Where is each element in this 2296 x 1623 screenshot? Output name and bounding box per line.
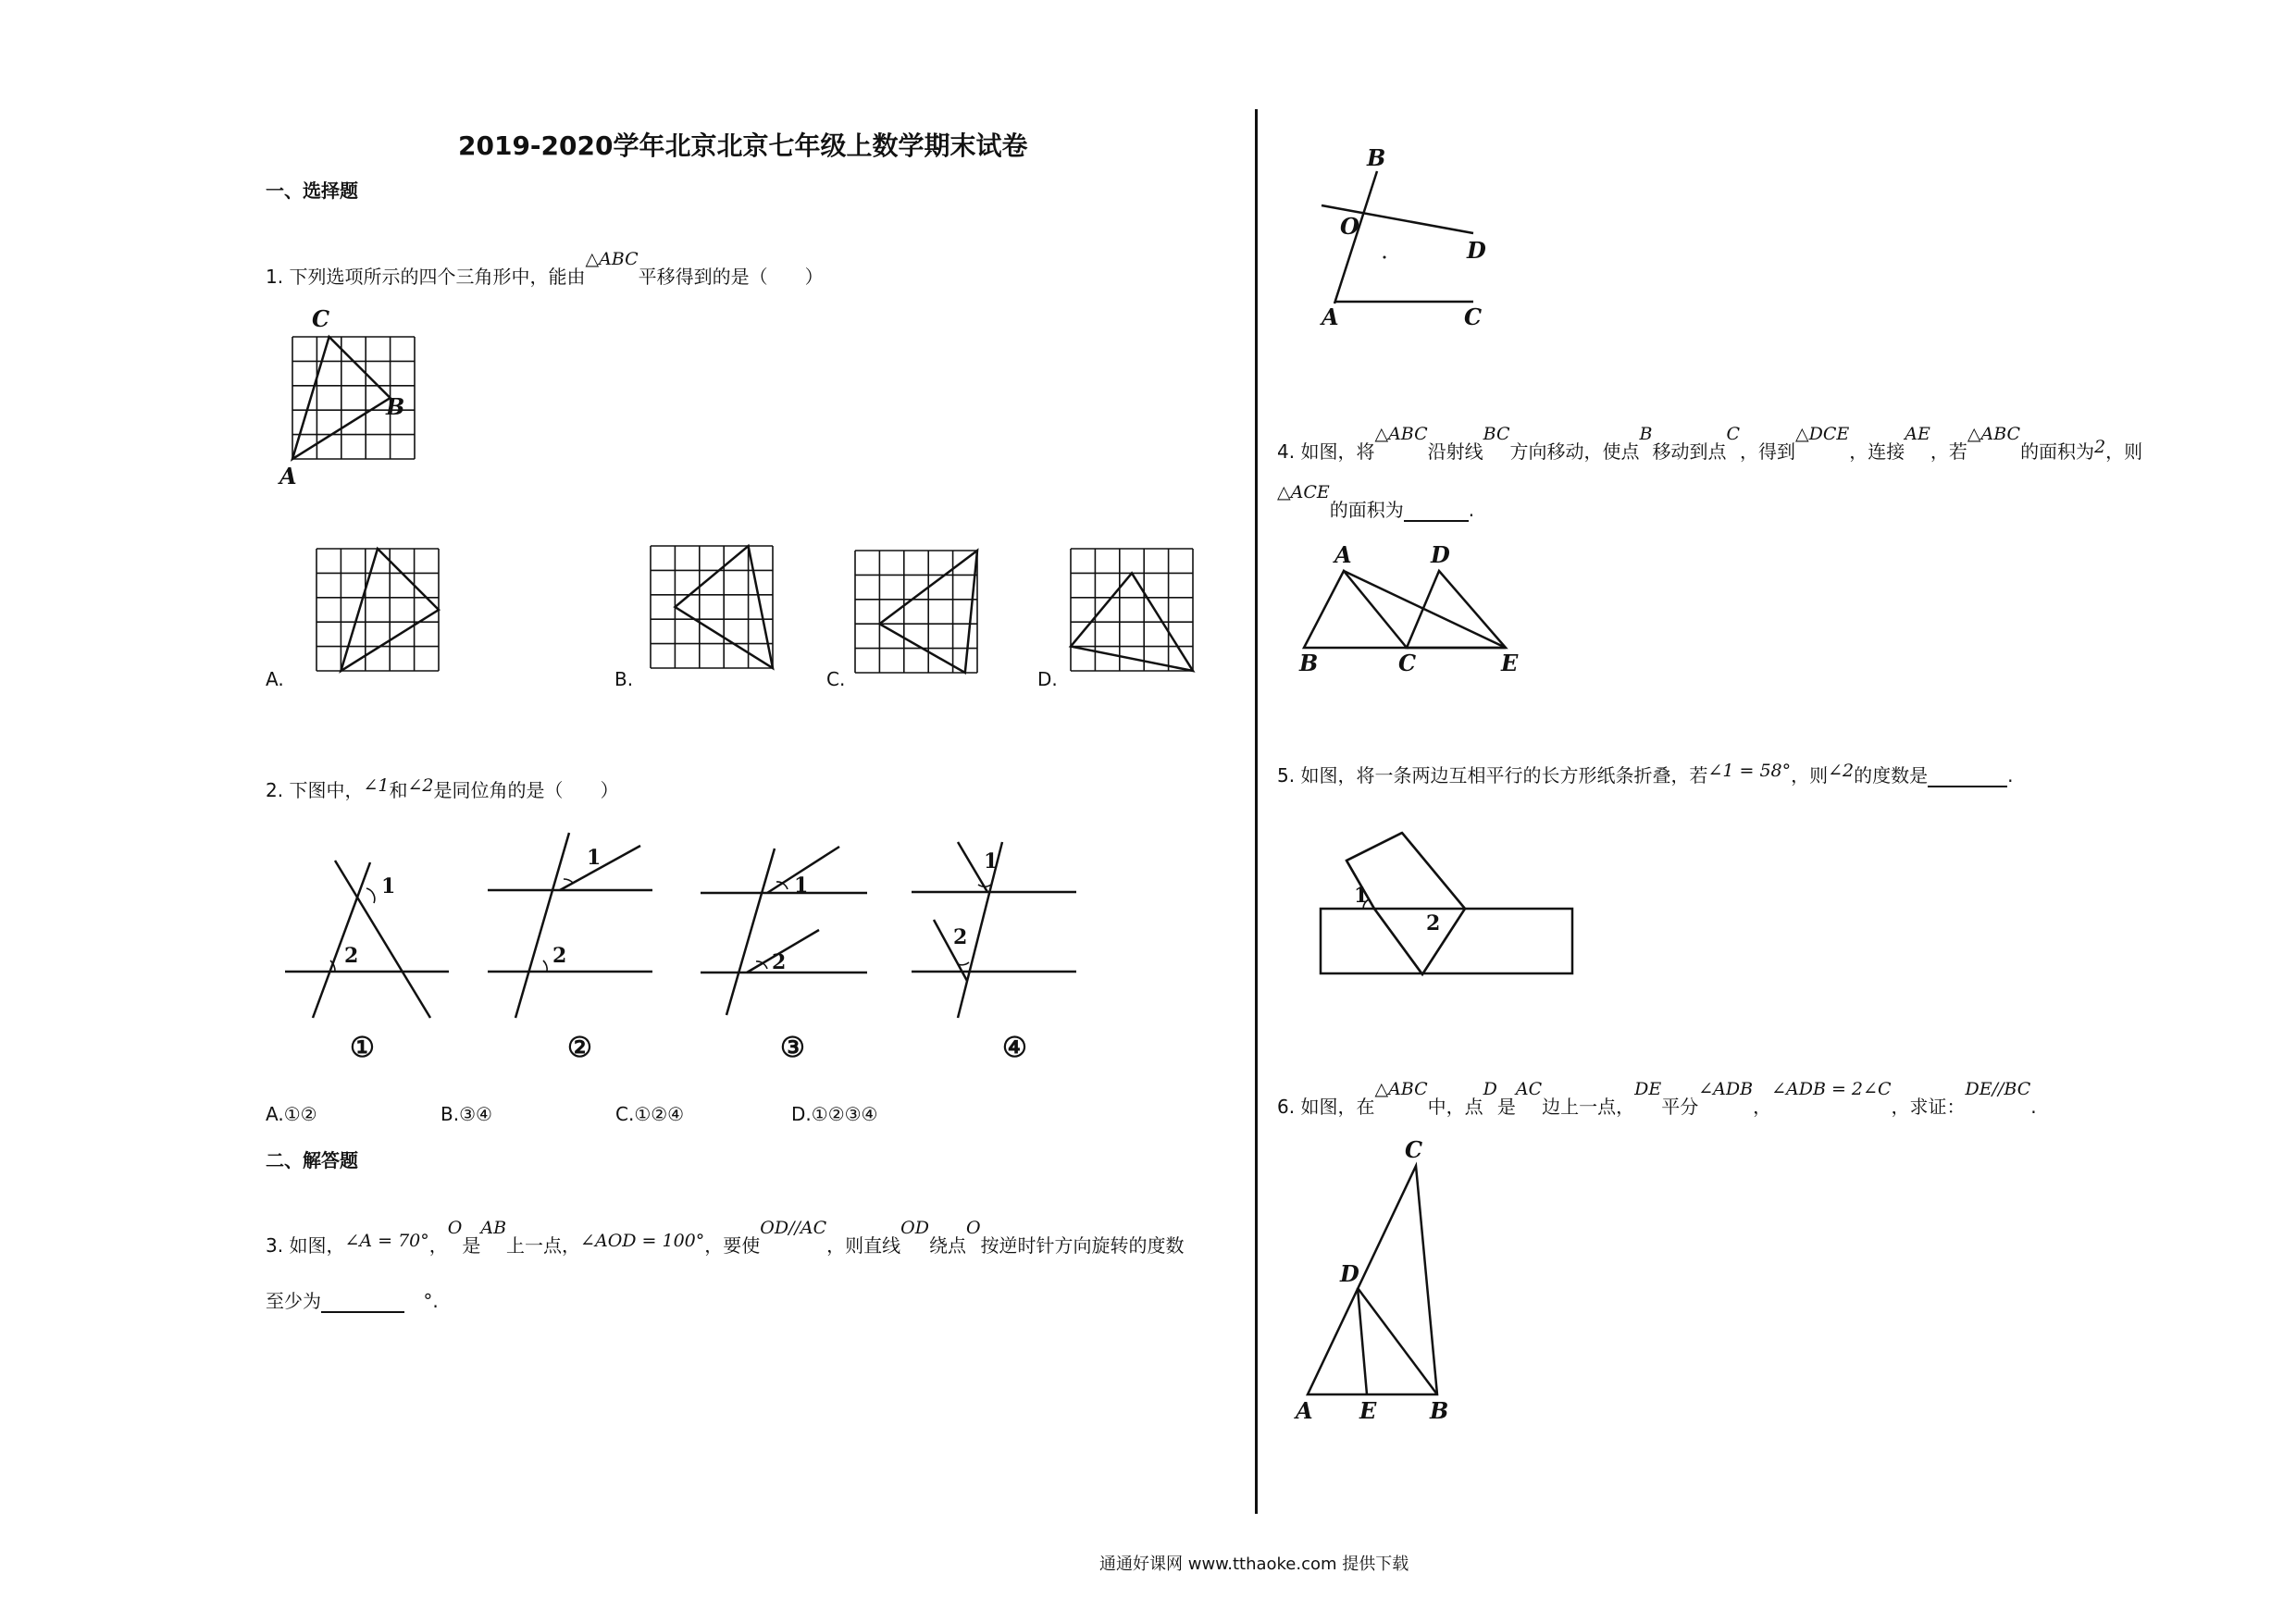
question-3: [266, 1218, 1185, 1258]
q4-figure: [1300, 564, 1541, 657]
q3-label-c: C: [1464, 304, 1483, 330]
q3-text-6: ，则直线: [826, 1234, 901, 1257]
q2-angle-1: ∠1: [363, 775, 390, 796]
q4-ray-bc: BC: [1483, 424, 1510, 444]
q1-number: 1.: [266, 266, 284, 288]
q3-text-5: ，要使: [704, 1234, 761, 1257]
q6-triangle-abc: △ABC: [1374, 1079, 1428, 1099]
q2-fig1-label-1: 1: [381, 874, 396, 898]
q6-text-5: 平分: [1661, 1096, 1699, 1118]
q3-point-o: O: [447, 1218, 463, 1238]
q3-line-2: [266, 1286, 439, 1313]
q1-option-b-figure: [651, 546, 776, 671]
q3-answer-blank[interactable]: [321, 1293, 404, 1313]
q4-label-c: C: [1398, 650, 1417, 676]
q5-label-2: 2: [1426, 911, 1441, 935]
q3-segment-ab: AB: [480, 1218, 507, 1238]
q2-angle-2: ∠2: [407, 775, 434, 796]
q4-text-9: ，则: [2105, 440, 2143, 463]
q2-text-post: 是同位角的是（ ）: [433, 779, 619, 801]
q3-angle-a: ∠A = 70°: [344, 1231, 429, 1251]
q1-triangle-abc: △ABC: [585, 249, 639, 269]
q2-fig3-label-2: 2: [772, 950, 787, 974]
q1-option-c-figure: [855, 551, 980, 675]
q6-angle-relation: ∠ADB = 2∠C: [1771, 1079, 1892, 1099]
q3-text-4: 上一点，: [506, 1234, 581, 1257]
q4-label-b: B: [1299, 650, 1319, 676]
q6-text-1: 如图，在: [1300, 1096, 1375, 1118]
q6-text-7: ，求证：: [1891, 1096, 1966, 1118]
q2-fig4-label-1: 1: [984, 849, 999, 873]
q3-label-a: A: [1322, 304, 1339, 330]
q1-option-b-label: B.: [614, 668, 634, 690]
q1-option-d-figure: [1071, 549, 1196, 674]
q6-label-e: E: [1359, 1397, 1377, 1424]
q1-option-a-label: A.: [266, 668, 284, 690]
q2-text-mid: 和: [389, 779, 408, 801]
q2-option-c: C.①②④: [615, 1103, 685, 1125]
q2-option-a: A.①②: [266, 1103, 317, 1125]
q4-answer-blank[interactable]: [1404, 502, 1469, 522]
q1-option-d-label: D.: [1037, 668, 1058, 690]
q2-figure-1: [278, 851, 463, 1018]
q3-label-o: O: [1340, 213, 1359, 240]
footer-source: 通通好课网 www.tthaoke.com 提供下载: [1099, 1555, 1409, 1574]
question-5: [1277, 761, 2014, 787]
q2-option-d: D.①②③④: [791, 1103, 878, 1125]
q6-figure: [1300, 1161, 1458, 1402]
q3-text-8: 按逆时针方向旋转的度数: [980, 1234, 1185, 1257]
q4-point-c: C: [1726, 424, 1741, 444]
q3-label-b: B: [1367, 144, 1386, 171]
q3-text-1: 如图，: [289, 1234, 345, 1257]
q4-text-2: 沿射线: [1427, 440, 1483, 463]
q4-text-7: ，若: [1930, 440, 1967, 463]
q1-text-pre: 下列选项所示的四个三角形中，能由: [289, 266, 586, 288]
q1-label-b: B: [386, 393, 405, 420]
q2-figure-number-2: ②: [567, 1032, 592, 1064]
q2-fig3-label-1: 1: [794, 873, 809, 898]
q3-line2-pre: 至少为: [266, 1290, 321, 1312]
section-heading-answer: 二、解答题: [266, 1149, 358, 1171]
q3-label-d: D: [1467, 237, 1486, 264]
q4-triangle-dce: △DCE: [1795, 424, 1850, 444]
q4-text-4: 移动到点: [1652, 440, 1727, 463]
q6-text-6: ，: [1753, 1096, 1772, 1118]
q4-line-2: [1277, 482, 1475, 522]
q2-text-pre: 下图中，: [289, 779, 364, 801]
q6-text-4: 边上一点，: [1542, 1096, 1635, 1118]
question-4: [1277, 424, 2143, 464]
q2-fig2-label-2: 2: [552, 944, 567, 968]
q4-label-a: A: [1334, 541, 1352, 568]
question-1: [266, 249, 824, 289]
section-heading-choice: 一、选择题: [266, 180, 358, 202]
q4-number: 4.: [1277, 440, 1296, 463]
q4-label-e: E: [1501, 650, 1519, 676]
question-6: [1277, 1079, 2037, 1119]
q4-text-5: ，得到: [1740, 440, 1796, 463]
q6-label-c: C: [1405, 1136, 1423, 1163]
q4-text-3: 方向移动，使点: [1509, 440, 1640, 463]
q6-label-a: A: [1296, 1397, 1313, 1424]
q3-text-2: ，: [428, 1234, 448, 1257]
q2-fig1-label-2: 2: [344, 944, 359, 968]
q4-point-b: B: [1639, 424, 1653, 444]
q1-option-a-figure: [316, 549, 441, 674]
q2-figure-2: [488, 824, 673, 1018]
q4-text-1: 如图，将: [1300, 440, 1375, 463]
q6-text-2: 中，点: [1427, 1096, 1483, 1118]
q6-angle-adb: ∠ADB: [1698, 1079, 1754, 1099]
page-title: 2019-2020学年北京北京七年级上数学期末试卷: [458, 130, 1028, 161]
q6-label-b: B: [1430, 1397, 1449, 1424]
q5-answer-blank[interactable]: [1928, 767, 2007, 787]
q4-triangle-abc-2: △ABC: [1967, 424, 2021, 444]
q1-text-post: 平移得到的是（ ）: [638, 266, 824, 288]
q4-label-d: D: [1431, 541, 1450, 568]
q3-line2-post: °.: [423, 1290, 439, 1312]
q4-area-value: 2: [2094, 437, 2106, 457]
q6-point-d: D: [1483, 1079, 1497, 1099]
q2-figure-3: [701, 837, 886, 1018]
q4-text-8: 的面积为: [2020, 440, 2095, 463]
column-divider: [1255, 109, 1258, 1514]
q2-fig4-label-2: 2: [953, 925, 968, 949]
q2-figure-number-1: ①: [350, 1032, 375, 1064]
q2-figure-4: [912, 833, 1097, 1018]
q3-line-od: OD: [900, 1218, 929, 1238]
q6-side-ac: AC: [1515, 1079, 1543, 1099]
q3-angle-aod: ∠AOD = 100°: [580, 1231, 705, 1251]
q5-text-3: 的度数是: [1854, 764, 1929, 787]
q6-segment-de: DE: [1634, 1079, 1662, 1099]
q2-number: 2.: [266, 779, 284, 801]
q4-text-11: .: [1468, 499, 1475, 521]
q2-figure-number-3: ③: [780, 1032, 805, 1064]
q5-text-2: ，则: [1791, 764, 1829, 787]
q3-point-o-2: O: [965, 1218, 981, 1238]
q5-label-1: 1: [1354, 884, 1369, 908]
q3-text-3: 是: [462, 1234, 481, 1257]
q2-figure-number-4: ④: [1002, 1032, 1027, 1064]
q5-angle-2: ∠2: [1828, 761, 1855, 781]
q4-triangle-ace: △ACE: [1277, 482, 1330, 502]
q1-label-c: C: [312, 305, 330, 332]
q4-triangle-abc: △ABC: [1374, 424, 1428, 444]
q6-text-3: 是: [1496, 1096, 1516, 1118]
q5-number: 5.: [1277, 764, 1296, 787]
q2-fig2-label-1: 1: [587, 846, 602, 870]
q1-option-c-label: C.: [826, 668, 846, 690]
q1-label-a: A: [279, 463, 297, 489]
q2-option-b: B.③④: [441, 1103, 492, 1125]
q6-parallel-de-bc: DE//BC: [1965, 1079, 2031, 1099]
q4-segment-ae: AE: [1905, 424, 1930, 444]
q6-text-8: .: [2030, 1096, 2037, 1118]
q4-text-6: ，连接: [1849, 440, 1905, 463]
question-2: [266, 775, 618, 802]
q3-number: 3.: [266, 1234, 284, 1257]
q3-parallel-od-ac: OD//AC: [760, 1218, 827, 1238]
q6-number: 6.: [1277, 1096, 1296, 1118]
q3-text-7: 绕点: [928, 1234, 966, 1257]
q4-text-10: 的面积为: [1329, 499, 1404, 521]
q5-text-4: .: [2007, 764, 2014, 787]
q6-label-d: D: [1340, 1260, 1359, 1287]
q5-text-1: 如图，将一条两边互相平行的长方形纸条折叠，若: [1300, 764, 1708, 787]
q5-angle-1: ∠1 = 58°: [1707, 761, 1792, 781]
